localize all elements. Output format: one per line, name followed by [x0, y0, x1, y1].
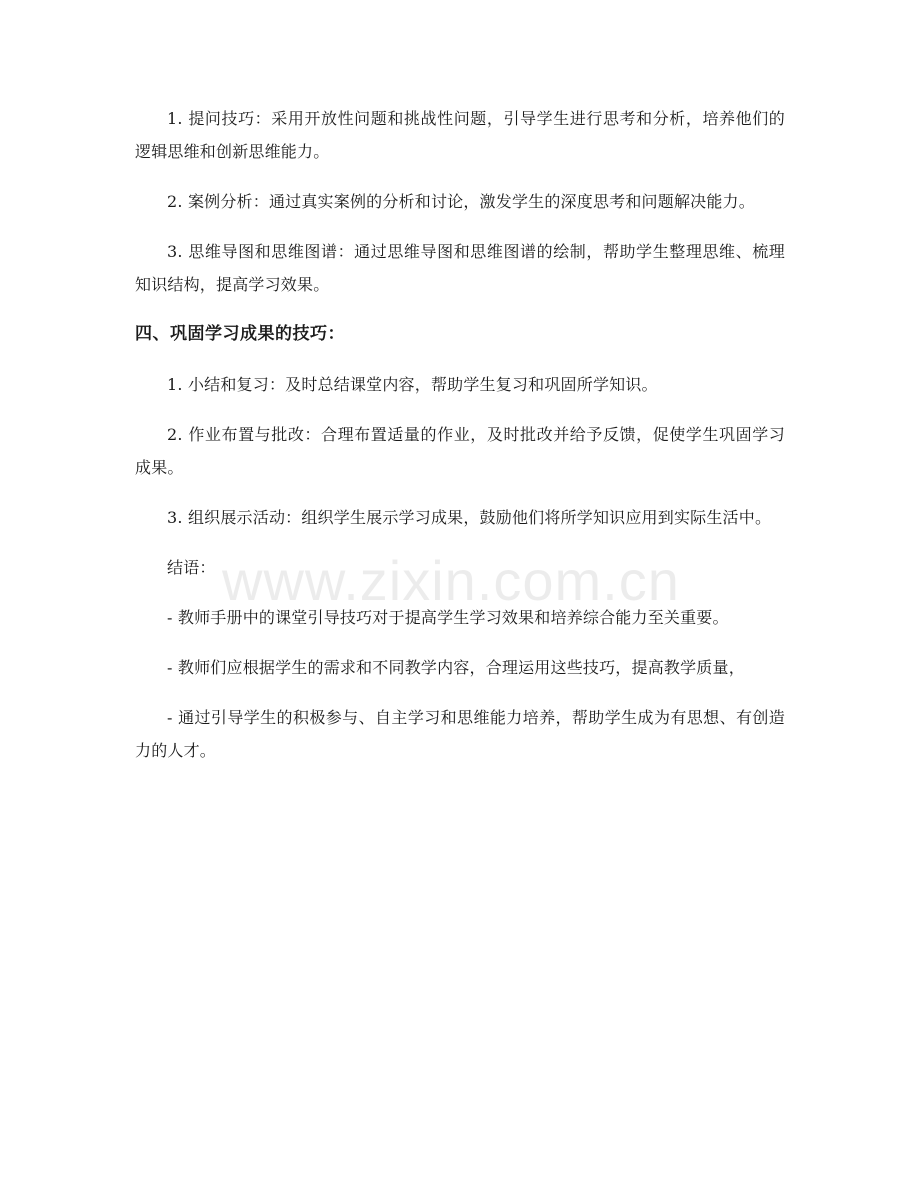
section-heading: 四、巩固学习成果的技巧： [135, 324, 345, 344]
conclusion-label: 结语： [167, 558, 216, 577]
paragraph-homework: 2. 作业布置与批改：合理布置适量的作业，及时批改并给予反馈，促使学生巩固学习成果。 [135, 425, 785, 477]
paragraph-questioning-skills: 1. 提问技巧：采用开放性问题和挑战性问题，引导学生进行思考和分析，培养他们的逻辑思维和创新思维能力。 [135, 109, 785, 161]
conclusion-item: - 通过引导学生的积极参与、自主学习和思维能力培养，帮助学生成为有思想、有创造力的人才。 [135, 708, 785, 760]
paragraph-mind-maps: 3. 思维导图和思维图谱：通过思维导图和思维图谱的绘制，帮助学生整理思维、梳理知识结构，提高学习效果。 [135, 242, 785, 294]
watermark: www.zixin.com.cn [222, 549, 680, 612]
paragraph-case-analysis: 2. 案例分析：通过真实案例的分析和讨论，激发学生的深度思考和问题解决能力。 [167, 192, 755, 211]
paragraph-showcase: 3. 组织展示活动：组织学生展示学习成果，鼓励他们将所学知识应用到实际生活中。 [167, 508, 772, 527]
conclusion-item: - 教师们应根据学生的需求和不同教学内容，合理运用这些技巧，提高教学质量， [167, 658, 745, 677]
conclusion-item: - 教师手册中的课堂引导技巧对于提高学生学习效果和培养综合能力至关重要。 [167, 608, 729, 627]
paragraph-summary-review: 1. 小结和复习：及时总结课堂内容，帮助学生复习和巩固所学知识。 [167, 375, 658, 394]
document-body [135, 102, 785, 784]
